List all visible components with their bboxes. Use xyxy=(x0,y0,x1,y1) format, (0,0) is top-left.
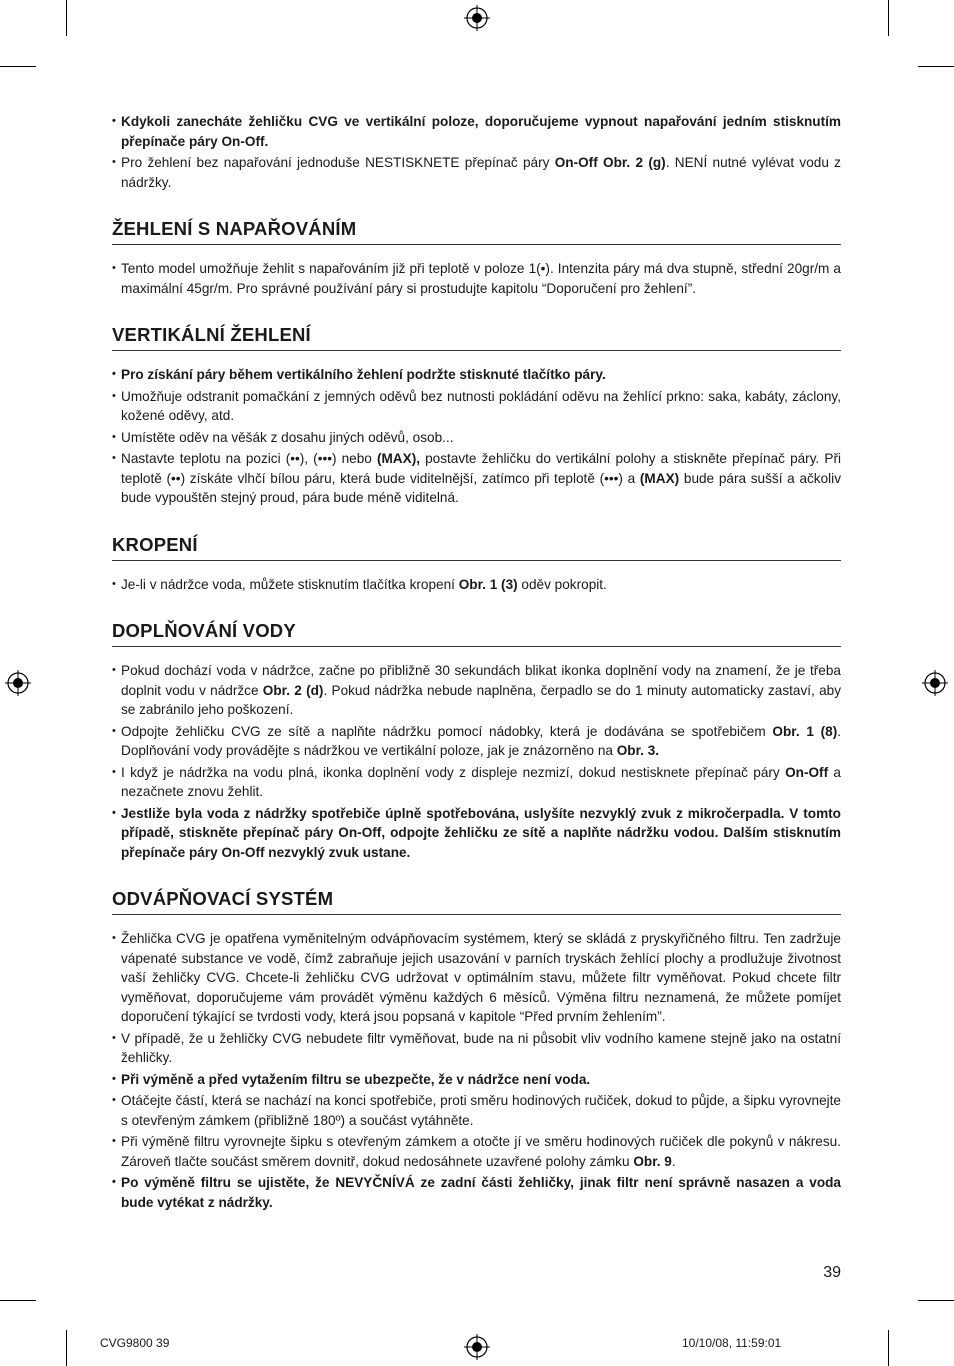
bold-text: On-Off Obr. 2 (g) xyxy=(554,155,666,170)
section-heading-vertical: VERTIKÁLNÍ ŽEHLENÍ xyxy=(112,324,841,351)
text: . NENÍ nutné vylévat vodu z nádržky. xyxy=(121,155,841,190)
section-list-descaling xyxy=(112,929,841,1212)
text: Pro žehlení bez napařování jednoduše NESTISKNETE přepínač páry xyxy=(121,155,555,170)
text: . Doplňování vody provádějte s nádržkou ve vertikální poloze, jak je znázorněno na xyxy=(121,723,842,758)
list-item xyxy=(112,722,841,761)
registration-mark-icon xyxy=(5,670,31,696)
list-item xyxy=(112,1091,841,1130)
text: Pokud dochází voda v nádržce, začne po přibližně 30 sekundách blikat ikonka doplnění vody na znamení, že je třeba doplnit vodu v nádržce xyxy=(121,663,841,698)
text: Je-li v nádržce voda, můžete stisknutím tlačítka kropení xyxy=(121,576,459,592)
text: Pro získání páry během vertikálního žehlení podržte stisknuté tlačítko páry. xyxy=(121,367,606,382)
list-item xyxy=(112,449,841,508)
list-item xyxy=(112,661,841,720)
list-item xyxy=(112,929,841,1027)
text: Otáčejte částí, která se nachází na konci spotřebiče, proti směru hodinových ručiček, dokud to půjde, a šipku vyrovnejte s otevřeným zámkem (přibližně 180º) a součást vytáhněte. xyxy=(121,1093,841,1128)
crop-mark xyxy=(918,1300,954,1301)
list-item xyxy=(112,387,841,426)
sections xyxy=(112,218,841,1212)
crop-mark xyxy=(888,1330,889,1366)
text: . xyxy=(671,1153,676,1169)
list-item xyxy=(112,1070,841,1090)
text: Kdykoli zanecháte žehličku CVG ve vertikální poloze, doporučujeme vypnout napařování jedním stisknutím přepínače páry On-Off. xyxy=(121,114,841,149)
crop-mark xyxy=(66,0,67,36)
text: Při výměně filtru vyrovnejte šipku s otevřeným zámkem a otočte jí ve směru hodinových ručiček dle pokynů v nákresu. Zároveň tlačte součást směrem dovnitř, dokud nedosáhnete uzavřené polohy zámku xyxy=(121,1134,841,1169)
list-item xyxy=(112,804,841,863)
text: V případě, že u žehličky CVG nebudete filtr vyměňovat, bude na ni působit vliv vodního kamene stejně jako na ostatní žehličky. xyxy=(121,1030,841,1065)
bold-text: On-Off xyxy=(785,764,829,780)
text: postavte žehličku do vertikální polohy a stiskněte přepínač páry. Při teplotě (••) získáte vlhčí bílou páru, která bude viditelnější, zatímco při teplotě (•••) a xyxy=(121,451,841,486)
list-item xyxy=(112,428,841,448)
text: bude pára sušší a ačkoliv bude vypouštěn stejný proud, pára bude méně viditelná. xyxy=(121,470,842,505)
section-list-vertical xyxy=(112,365,841,508)
list-item xyxy=(112,259,841,298)
bold-text: Obr. 1 (3) xyxy=(458,576,518,592)
registration-mark-icon xyxy=(464,1334,490,1360)
text: oděv pokropit. xyxy=(517,576,607,592)
bold-text: Obr. 3. xyxy=(616,743,660,758)
footer-left: CVG9800 39 xyxy=(100,1336,170,1350)
section-heading-steam: ŽEHLENÍ S NAPAŘOVÁNÍM xyxy=(112,218,841,245)
text: . Pokud nádržka nebude naplněna, čerpadlo se do 1 minuty automaticky zastaví, aby se zabránilo jeho poškození. xyxy=(121,682,841,717)
bold-text: (MAX), xyxy=(376,451,420,466)
list-item xyxy=(112,1173,841,1212)
text: Tento model umožňuje žehlit s napařováním již při teplotě v poloze 1(•). Intenzita páry má dva stupně, střední 20gr/m a maximální 45gr/m. Pro správné používání páry si prostudujte kapitolu “Doporučení pro žehlení”. xyxy=(121,261,841,296)
list-item xyxy=(112,1029,841,1068)
text: a nezačnete znovu žehlit. xyxy=(121,764,841,799)
list-item xyxy=(112,575,841,595)
list-item xyxy=(112,153,841,192)
text: Žehlička CVG je opatřena vyměnitelným odvápňovacím systémem, který se skládá z pryskyřičného filtru. Ten zadržuje vápenaté substance ve vodě, čímž zabraňuje jejich usazování v parních tryskách žehlící plochy a prodlužuje životnost vaší žehličky CVG. Chcete-li žehličku CVG udržovat v optimálním stavu, můžete filtr vyměňovat. Pokud chcete filtr vyměňovat, doporučujeme vám provádět výměnu každých 6 měsíců. Výměna filtru neznamená, že můžete pomíjet doporučení týkající se tvrdosti vody, která jsou popsaná v kapitole “Před prvním žehlením”. xyxy=(121,931,841,1024)
text: Při výměně a před vytažením filtru se ubezpečte, že v nádržce není voda. xyxy=(121,1071,591,1087)
list-item xyxy=(112,112,841,151)
bold-text: Obr. 1 (8) xyxy=(772,723,838,739)
text: Umožňuje odstranit pomačkání z jemných oděvů bez nutnosti pokládání oděvu na žehlící prkno: saka, kabáty, záclony, kožené oděvy, atd. xyxy=(121,388,841,423)
text: Nastavte teplotu na pozici (••), (•••) nebo xyxy=(121,451,377,466)
footer-right: 10/10/08, 11:59:01 xyxy=(682,1336,782,1350)
crop-mark xyxy=(888,0,889,36)
section-heading-refill: DOPLŇOVÁNÍ VODY xyxy=(112,620,841,647)
text: I když je nádržka na vodu plná, ikonka doplnění vody z displeje nezmizí, dokud nestisknete přepínač páry xyxy=(121,764,786,780)
text: Jestliže byla voda z nádržky spotřebiče úplně spotřebována, uslyšíte nezvyklý zvuk z mikročerpadla. V tomto případě, stiskněte přepínač páry On-Off, odpojte žehličku ze sítě a naplňte nádržku vodou. Dalším stisknutím přepínače páry On-Off nezvyklý zvuk ustane. xyxy=(121,805,841,860)
list-item xyxy=(112,365,841,385)
text: Odpojte žehličku CVG ze sítě a naplňte nádržku pomocí nádobky, která je dodávána se spotřebičem xyxy=(121,723,773,739)
registration-mark-icon xyxy=(922,670,948,696)
bold-text: Obr. 2 (d) xyxy=(262,682,324,698)
bold-text: Obr. 9 xyxy=(633,1153,672,1169)
section-heading-descaling: ODVÁPŇOVACÍ SYSTÉM xyxy=(112,888,841,915)
text: Po výměně filtru se ujistěte, že NEVYČNÍVÁ ze zadní části žehličky, jinak filtr není správně nasazen a voda bude vytékat z nádržky. xyxy=(121,1175,841,1210)
bold-text: (MAX) xyxy=(639,470,680,486)
crop-mark xyxy=(0,1300,36,1301)
list-item xyxy=(112,763,841,802)
section-list-steam xyxy=(112,259,841,298)
intro-list xyxy=(112,112,841,192)
section-heading-spray: KROPENÍ xyxy=(112,534,841,561)
page-number: 39 xyxy=(823,1264,841,1281)
list-item xyxy=(112,1132,841,1171)
registration-mark-icon xyxy=(464,5,490,31)
section-list-refill xyxy=(112,661,841,862)
section-list-spray xyxy=(112,575,841,595)
crop-mark xyxy=(0,66,36,67)
crop-mark xyxy=(66,1330,67,1366)
text: Umístěte oděv na věšák z dosahu jiných oděvů, osob... xyxy=(121,429,454,445)
page-content xyxy=(112,112,841,1214)
crop-mark xyxy=(918,66,954,67)
